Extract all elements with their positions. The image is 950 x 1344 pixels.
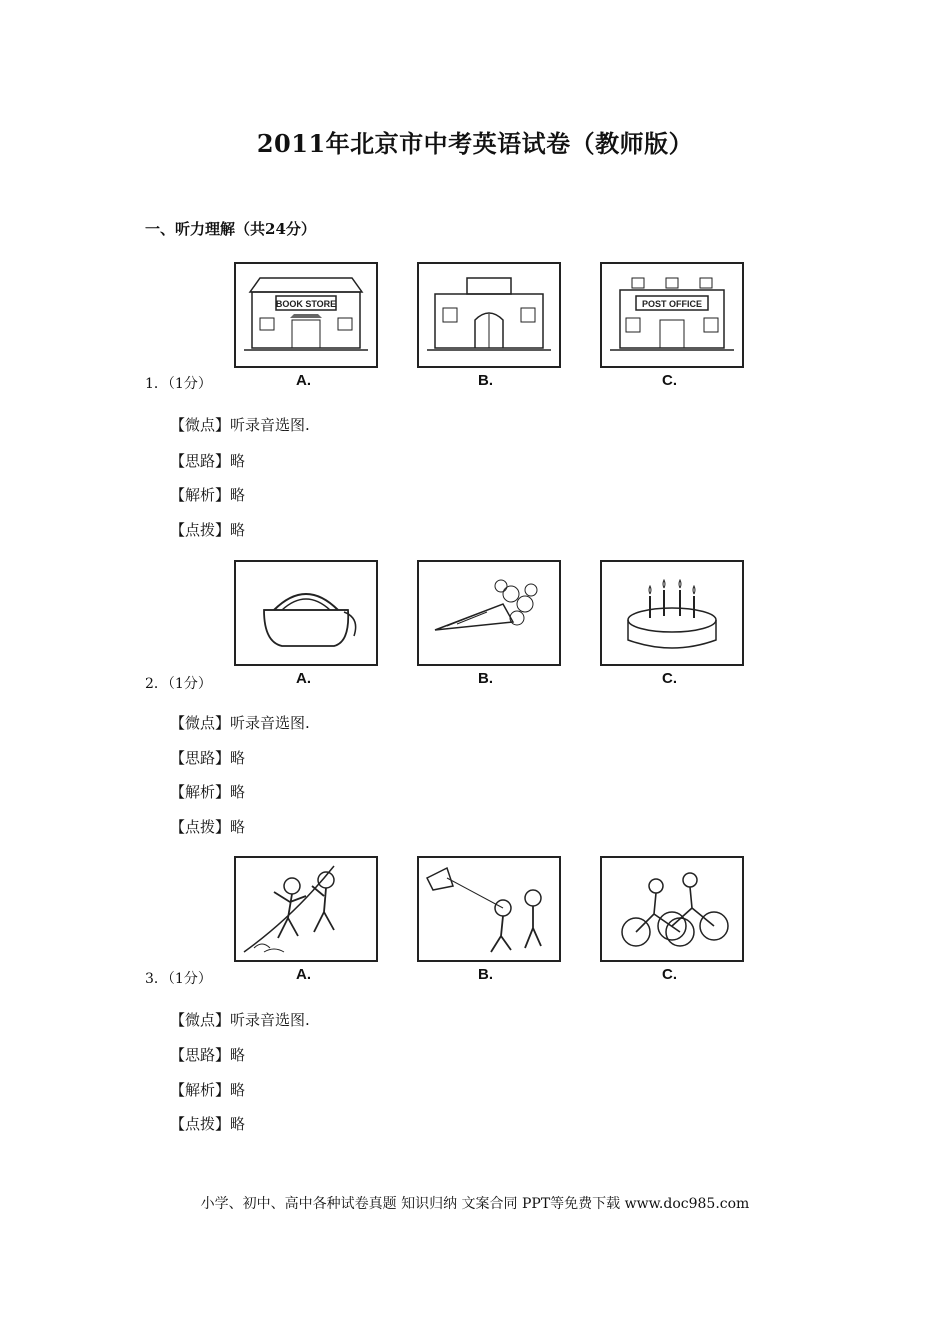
note-tip: 【点拨】略 <box>170 521 246 539</box>
note-point: 【微点】听录音选图. <box>170 1011 310 1029</box>
option-a-label: A. <box>296 966 311 983</box>
children-flying-kite-icon <box>417 856 561 962</box>
note-approach: 【思路】略 <box>170 452 246 470</box>
birthday-cake-icon <box>600 560 744 666</box>
note-analysis: 【解析】略 <box>170 486 246 504</box>
option-b-label: B. <box>478 966 493 983</box>
question-label: 1．（1分） <box>145 376 212 392</box>
handbag-icon <box>234 560 378 666</box>
option-a-label: A. <box>296 670 311 687</box>
note-approach: 【思路】略 <box>170 1046 246 1064</box>
note-tip: 【点拨】略 <box>170 1115 246 1133</box>
sign-text: POST OFFICE <box>641 299 703 309</box>
page-footer: 小学、初中、高中各种试卷真题 知识归纳 文案合同 PPT等免费下载 www.doc985.com <box>200 1196 750 1212</box>
option-c-label: C. <box>662 670 677 687</box>
bookstore-building-icon <box>234 262 378 368</box>
children-climbing-icon <box>234 856 378 962</box>
section-heading: 一、听力理解（共24分） <box>145 220 316 238</box>
children-riding-bikes-icon <box>600 856 744 962</box>
post-office-building-icon <box>600 262 744 368</box>
question-label: 3．（1分） <box>145 971 212 987</box>
flower-bouquet-icon <box>417 560 561 666</box>
option-a-label: A. <box>296 372 311 389</box>
option-b-label: B. <box>478 372 493 389</box>
note-tip: 【点拨】略 <box>170 818 246 836</box>
note-analysis: 【解析】略 <box>170 783 246 801</box>
question-label: 2．（1分） <box>145 676 212 692</box>
bank-building-icon <box>417 262 561 368</box>
option-b-label: B. <box>478 670 493 687</box>
document-title: 2011年北京市中考英语试卷（教师版） <box>256 129 694 158</box>
note-point: 【微点】听录音选图. <box>170 714 310 732</box>
note-analysis: 【解析】略 <box>170 1081 246 1099</box>
note-approach: 【思路】略 <box>170 749 246 767</box>
option-c-label: C. <box>662 372 677 389</box>
option-c-label: C. <box>662 966 677 983</box>
sign-text: BOOK STORE <box>275 299 337 309</box>
note-point: 【微点】听录音选图. <box>170 416 310 434</box>
